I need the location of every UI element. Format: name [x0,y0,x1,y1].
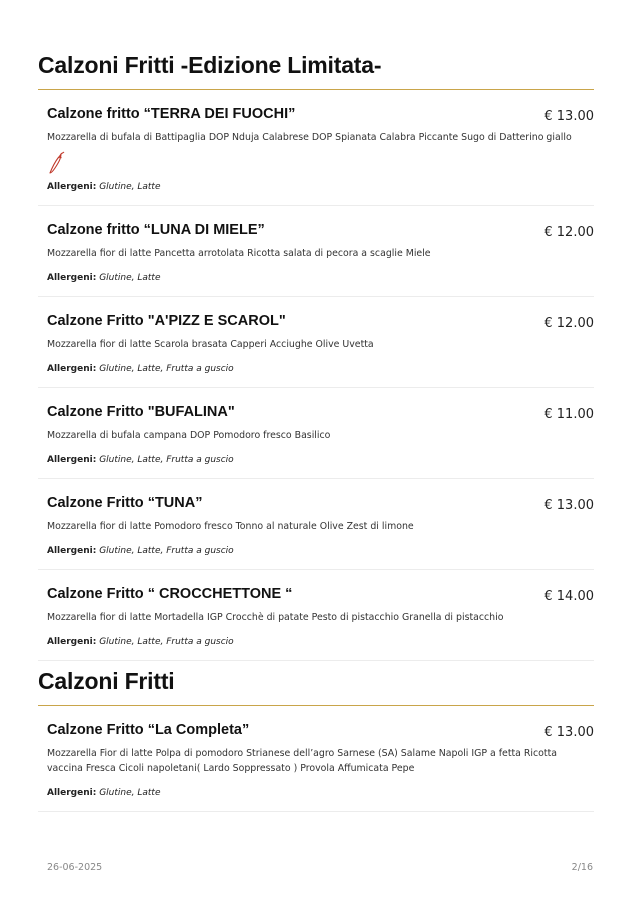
allergens-value: Glutine, Latte [99,182,161,192]
menu-item [38,297,594,388]
item-price: € 11.00 [544,407,594,422]
item-name: Calzone Fritto “La Completa” [47,722,250,738]
item-name: Calzone Fritto "BUFALINA" [47,404,235,420]
item-name: Calzone Fritto "A'PIZZ E SCAROL" [47,313,286,329]
chili-pepper-icon [47,151,594,177]
allergens-label: Allergeni: [47,455,97,465]
item-description: Mozzarella di bufala di Battipaglia DOP Nduja Calabrese DOP Spianata Calabra Piccante Sugo di Datterino giallo [47,132,572,143]
item-allergens [47,272,594,284]
menu-item [38,706,594,812]
allergens-label: Allergeni: [47,273,97,283]
item-allergens [47,363,594,375]
section-calzoni-fritti [38,668,594,812]
allergens-value: Glutine, Latte, Frutta a guscio [99,455,234,465]
item-price: € 13.00 [544,725,594,740]
item-allergens [47,545,594,557]
item-allergens [47,787,594,799]
item-description: Mozzarella fior di latte Scarola brasata Capperi Acciughe Olive Uvetta [47,339,374,350]
item-price: € 14.00 [544,589,594,604]
item-description: Mozzarella di bufala campana DOP Pomodoro fresco Basilico [47,430,331,441]
menu-item [38,206,594,297]
menu-item [38,570,594,661]
allergens-value: Glutine, Latte [99,273,161,283]
section-title: Calzoni Fritti -Edizione Limitata- [38,52,594,90]
item-price: € 13.00 [544,498,594,513]
section-title: Calzoni Fritti [38,668,594,706]
allergens-value: Glutine, Latte, Frutta a guscio [99,546,234,556]
allergens-value: Glutine, Latte, Frutta a guscio [99,637,234,647]
allergens-value: Glutine, Latte [99,788,161,798]
item-price: € 12.00 [544,316,594,331]
allergens-label: Allergeni: [47,788,97,798]
menu-item [38,90,594,206]
allergens-label: Allergeni: [47,637,97,647]
section-limited-edition [38,52,594,661]
item-allergens [47,636,594,648]
item-description: Mozzarella Fior di latte Polpa di pomodoro Strianese dell’agro Sarnese (SA) Salame Napoli IGP a fetta Ricotta vaccina Fresca Cicoli napoletani( Lardo Soppressato ) Provola Affumicata Pepe [47,748,558,774]
item-name: Calzone Fritto “ CROCCHETTONE “ [47,586,293,602]
allergens-label: Allergeni: [47,182,97,192]
item-price: € 12.00 [544,225,594,240]
menu-item [38,479,594,570]
item-price: € 13.00 [544,109,594,124]
footer-date: 26-06-2025 [47,862,103,873]
footer-page-number: 2/16 [571,862,593,873]
item-allergens [47,454,594,466]
item-description: Mozzarella fior di latte Mortadella IGP Crocchè di patate Pesto di pistacchio Granella di pistacchio [47,612,504,623]
item-name: Calzone fritto “LUNA DI MIELE” [47,222,265,238]
item-name: Calzone Fritto “TUNA” [47,495,203,511]
allergens-label: Allergeni: [47,546,97,556]
item-description: Mozzarella fior di latte Pancetta arrotolata Ricotta salata di pecora a scaglie Miele [47,248,431,259]
item-description: Mozzarella fior di latte Pomodoro fresco Tonno al naturale Olive Zest di limone [47,521,414,532]
menu-item [38,388,594,479]
item-allergens [47,181,594,193]
item-name: Calzone fritto “TERRA DEI FUOCHI” [47,106,296,122]
allergens-label: Allergeni: [47,364,97,374]
allergens-value: Glutine, Latte, Frutta a guscio [99,364,234,374]
